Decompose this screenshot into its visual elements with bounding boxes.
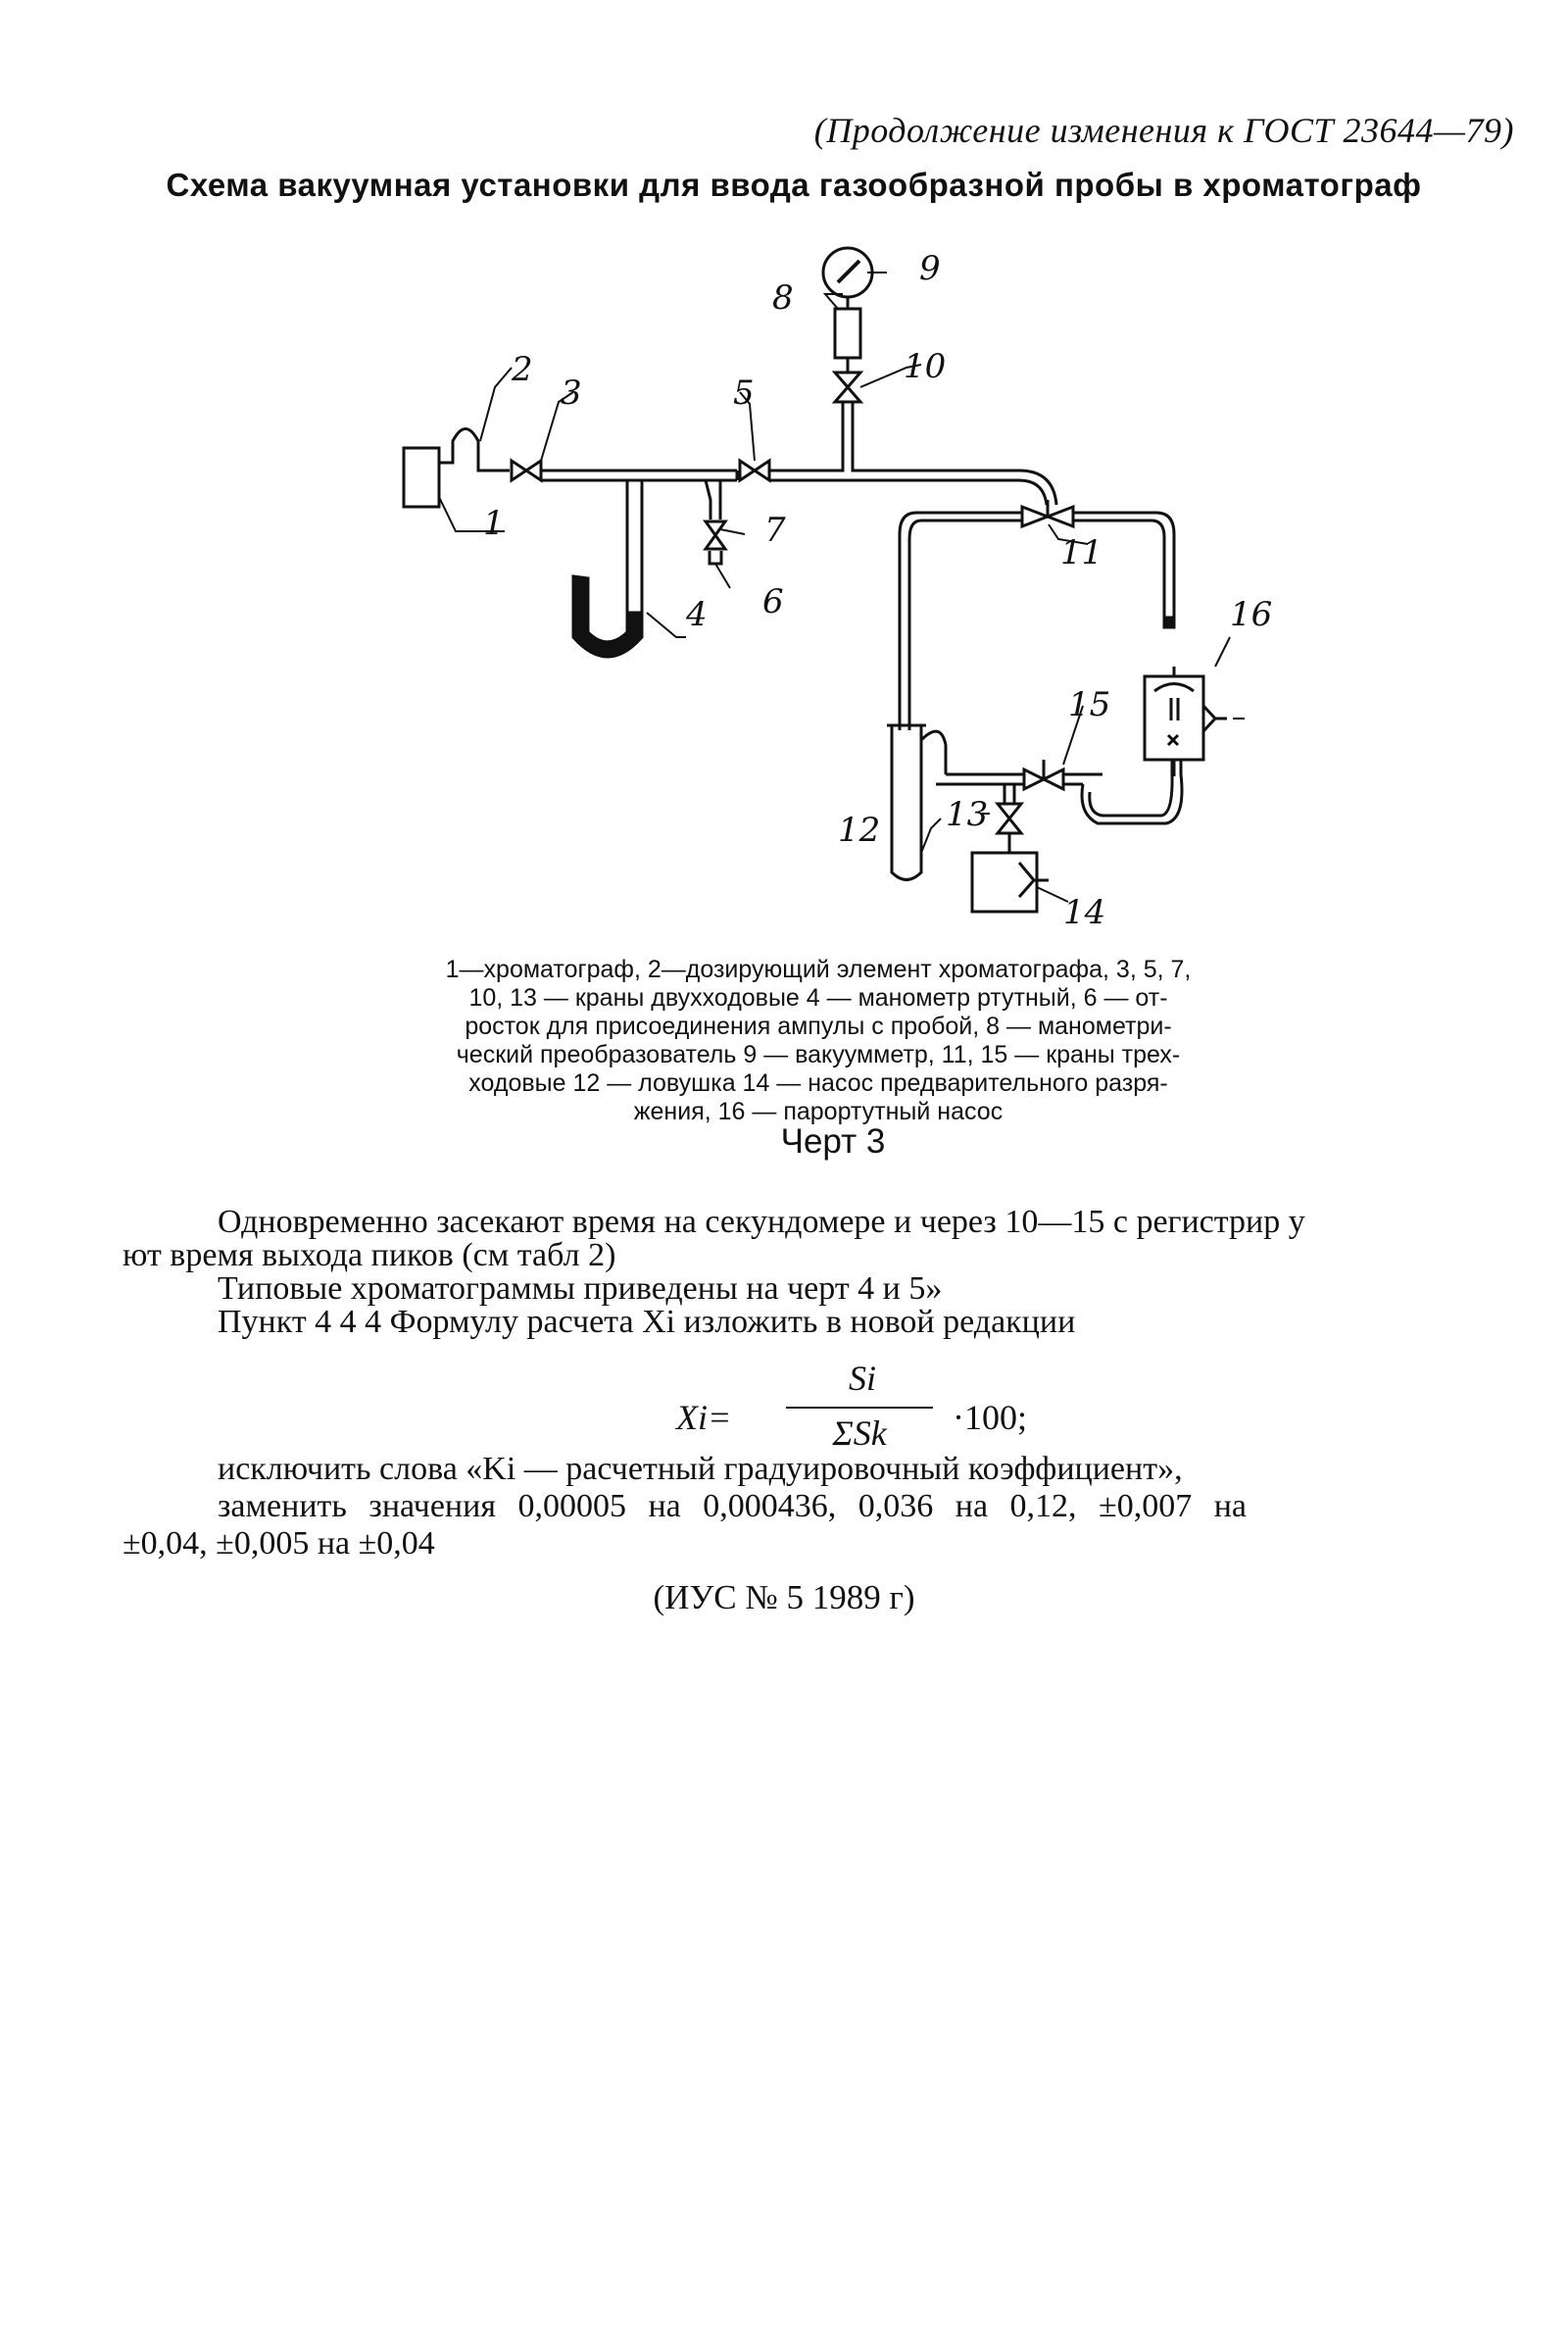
- valve-3: [512, 461, 541, 480]
- label-11: 11: [1060, 533, 1103, 572]
- caption-line: ческий преобразователь 9 — вакуумметр, 11, 15 — краны трех-: [456, 1041, 1181, 1068]
- caption-line: ходовые 12 — ловушка 14 — насос предварительного разря-: [468, 1069, 1168, 1097]
- valve-10: [835, 372, 860, 402]
- label-6: 6: [762, 582, 784, 621]
- label-2: 2: [512, 350, 533, 389]
- formula-denominator: ΣSk: [832, 1413, 887, 1453]
- valve-15: [1024, 760, 1063, 789]
- label-8: 8: [772, 278, 794, 318]
- manometric-transducer: [835, 309, 860, 358]
- forepump: [972, 853, 1037, 912]
- body-line-5: исключить слова «Ki — расчетный градуировочный коэффициент»,: [218, 1451, 1183, 1487]
- label-9: 9: [919, 249, 941, 288]
- label-14: 14: [1063, 893, 1106, 932]
- formula-multiplier: ·100;: [953, 1398, 1027, 1437]
- label-3: 3: [561, 373, 582, 413]
- vacuum-scheme-diagram: [0, 0, 1568, 941]
- main-pipe: [541, 471, 737, 480]
- chromatograph-box: [404, 448, 439, 507]
- caption-line: 10, 13 — краны двухходовые 4 — манометр ртутный, 6 — от-: [468, 984, 1168, 1012]
- formula-lhs: Xi=: [676, 1398, 732, 1437]
- label-5: 5: [733, 373, 755, 413]
- body-line-4: Пункт 4 4 4 Формулу расчета Xi изложить в новой редакции: [218, 1304, 1076, 1340]
- label-12: 12: [838, 811, 881, 850]
- caption-line: жения, 16 — парортутный насос: [633, 1098, 1004, 1125]
- figure-title: Схема вакуумная установки для ввода газообразной пробы в хроматограф: [166, 167, 1422, 203]
- label-7: 7: [764, 511, 786, 550]
- figure-number: Черт 3: [780, 1122, 886, 1161]
- figure-caption: [348, 956, 1289, 1126]
- body-line-7: ±0,04, ±0,005 на ±0,04: [122, 1525, 435, 1562]
- ius-reference: (ИУС № 5 1989 г): [653, 1578, 915, 1616]
- sprout-6: [710, 551, 721, 564]
- formula: [676, 1358, 1068, 1465]
- caption-line: 1—хроматограф, 2—дозирующий элемент хроматографа, 3, 5, 7,: [445, 956, 1192, 983]
- label-1: 1: [483, 504, 505, 543]
- valve-5: [740, 461, 769, 480]
- label-10: 10: [904, 347, 947, 386]
- vapor-mercury-pump: [1145, 676, 1203, 760]
- body-line-1: Одновременно засекают время на секундомере и через 10—15 с регистрир у: [218, 1204, 1305, 1240]
- label-4: 4: [686, 595, 708, 634]
- label-15: 15: [1068, 685, 1111, 724]
- body-line-6: заменить значения 0,00005 на 0,000436, 0,036 на 0,12, ±0,007 на: [218, 1488, 1247, 1524]
- label-16: 16: [1230, 595, 1273, 634]
- label-13: 13: [946, 795, 989, 834]
- dosing-element: [439, 429, 508, 471]
- body-line-3: Типовые хроматограммы приведены на черт 4 и 5»: [218, 1270, 943, 1307]
- valve-7: [706, 521, 725, 549]
- caption-line: росток для присоединения ампулы с пробой, 8 — манометри-: [465, 1013, 1172, 1040]
- valve-13: [998, 804, 1021, 833]
- fraction-bar: [786, 1407, 933, 1409]
- trap: [887, 725, 926, 880]
- continuation-header: (Продолжение изменения к ГОСТ 23644—79): [813, 111, 1514, 150]
- body-line-2: ют время выхода пиков (см табл 2): [122, 1237, 616, 1273]
- valve-11: [1022, 500, 1073, 526]
- formula-numerator: Si: [848, 1359, 876, 1398]
